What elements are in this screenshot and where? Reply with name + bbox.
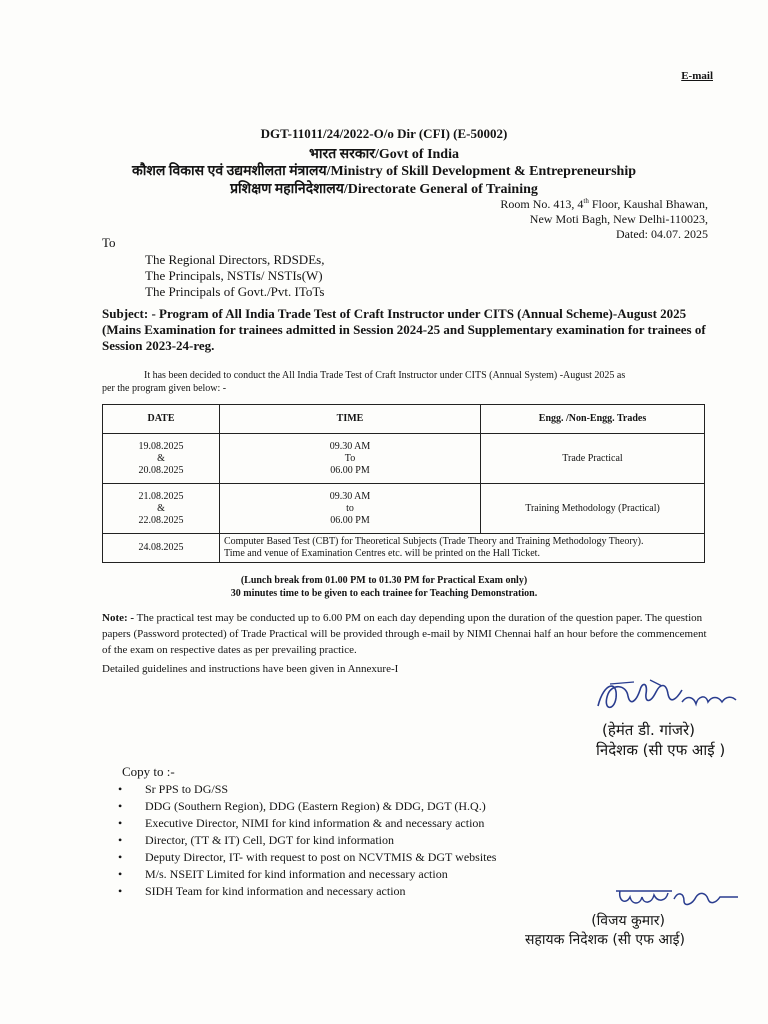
ministry-heading: कौशल विकास एवं उद्यमशीलता मंत्रालय/Ministry of Skill Development & Entrepreneurship: [131, 164, 637, 179]
list-item: • M/s. NSEIT Limited for kind information and necessary action: [118, 866, 496, 883]
intro-paragraph: It has been decided to conduct the All India Trade Test of Craft Instructor under CITS (Annual System) -August 2025 as per the program given below: -: [102, 370, 626, 394]
exam-schedule-table: [102, 404, 705, 563]
recipient-item: The Principals of Govt./Pvt. IToTs: [145, 284, 325, 299]
header-date: DATE: [103, 405, 220, 434]
recipient-list: [145, 252, 324, 300]
guidelines-line: Detailed guidelines and instructions have been given in Annexure-I: [102, 663, 399, 675]
list-item: • Executive Director, NIMI for kind information & and necessary action: [118, 815, 496, 832]
signatory-designation: सहायक निदेशक (सी एफ आई): [524, 932, 685, 948]
office-address: [500, 194, 708, 242]
address-line-1: Room No. 413, 4th Floor, Kaushal Bhawan,: [500, 197, 708, 211]
time-cell: 09.30 AM to 06.00 PM: [220, 484, 481, 534]
copy-to-list: [118, 781, 496, 900]
trade-cell: Trade Practical: [481, 434, 705, 484]
table-row: [103, 434, 705, 484]
date-cell: 19.08.2025 & 20.08.2025: [103, 434, 220, 484]
directorate-heading: प्रशिक्षण महानिदेशालय/Directorate General of Training: [230, 182, 538, 197]
recipient-item: The Principals, NSTIs/ NSTIs(W): [145, 268, 323, 283]
cbt-cell: Computer Based Test (CBT) for Theoretical Subjects (Trade Theory and Training Methodology Theory). Time and venue of Examination Centres etc. will be printed on the Hall Ticket.: [220, 534, 705, 563]
signatory-block-1: [596, 720, 725, 760]
to-label: To: [102, 235, 116, 250]
note-paragraph: [102, 610, 714, 658]
dated: Dated: 04.07. 2025: [616, 227, 708, 241]
signatory-designation: निदेशक (सी एफ आई ): [596, 741, 726, 759]
list-item: • Deputy Director, IT- with request to post on NCVTMIS & DGT websites: [118, 849, 496, 866]
signature-assistant-director: [612, 885, 742, 915]
header-trades: Engg. /Non-Engg. Trades: [481, 405, 705, 434]
date-cell: 21.08.2025 & 22.08.2025: [103, 484, 220, 534]
list-item: • Director, (TT & IT) Cell, DGT for kind information: [118, 832, 496, 849]
signatory-block-2: [515, 912, 685, 950]
file-number: DGT-11011/24/2022-O/o Dir (CFI) (E-50002): [260, 126, 508, 141]
signatory-name: (हेमंत डी. गांजरे): [602, 721, 695, 739]
date-cell: 24.08.2025: [103, 534, 220, 563]
table-row: [103, 484, 705, 534]
list-item: • SIDH Team for kind information and necessary action: [118, 883, 496, 900]
lunch-note: (Lunch break from 01.00 PM to 01.30 PM for Practical Exam only) 30 minutes time to be given to each trainee for Teaching Demonstration.: [230, 575, 538, 599]
recipient-item: The Regional Directors, RDSDEs,: [145, 252, 325, 267]
trade-cell: Training Methodology (Practical): [481, 484, 705, 534]
table-header-row: [103, 405, 705, 434]
list-item: • DDG (Southern Region), DDG (Eastern Region) & DDG, DGT (H.Q.): [118, 798, 496, 815]
note-label: Note: -: [102, 612, 135, 624]
time-cell: 09.30 AM To 06.00 PM: [220, 434, 481, 484]
govt-heading: भारत सरकार/Govt of India: [309, 147, 459, 162]
email-label: E-mail: [681, 70, 713, 82]
list-item: • Sr PPS to DG/SS: [118, 781, 496, 798]
table-row: [103, 534, 705, 563]
copy-to-label: Copy to :-: [122, 764, 175, 779]
note-text: The practical test may be conducted up to 6.00 PM on each day depending upon the duration of the question paper. The question papers (Password protected) of Trade Practical will be provided through e-mail by NIMI Chennai half an hour before the commencement of the exam on respective dates as per prevailing practice.: [102, 612, 707, 656]
header-time: TIME: [220, 405, 481, 434]
address-line-2: New Moti Bagh, New Delhi-110023,: [529, 212, 708, 226]
signature-director: [590, 672, 740, 724]
signatory-name: (विजय कुमार): [591, 913, 665, 929]
subject-line: Subject: - Program of All India Trade Test of Craft Instructor under CITS (Annual Scheme)-August 2025 (Mains Examination for trainees admitted in Session 2024-25 and Supplementary examination for trainees of Session 2023-24-reg.: [102, 306, 706, 353]
